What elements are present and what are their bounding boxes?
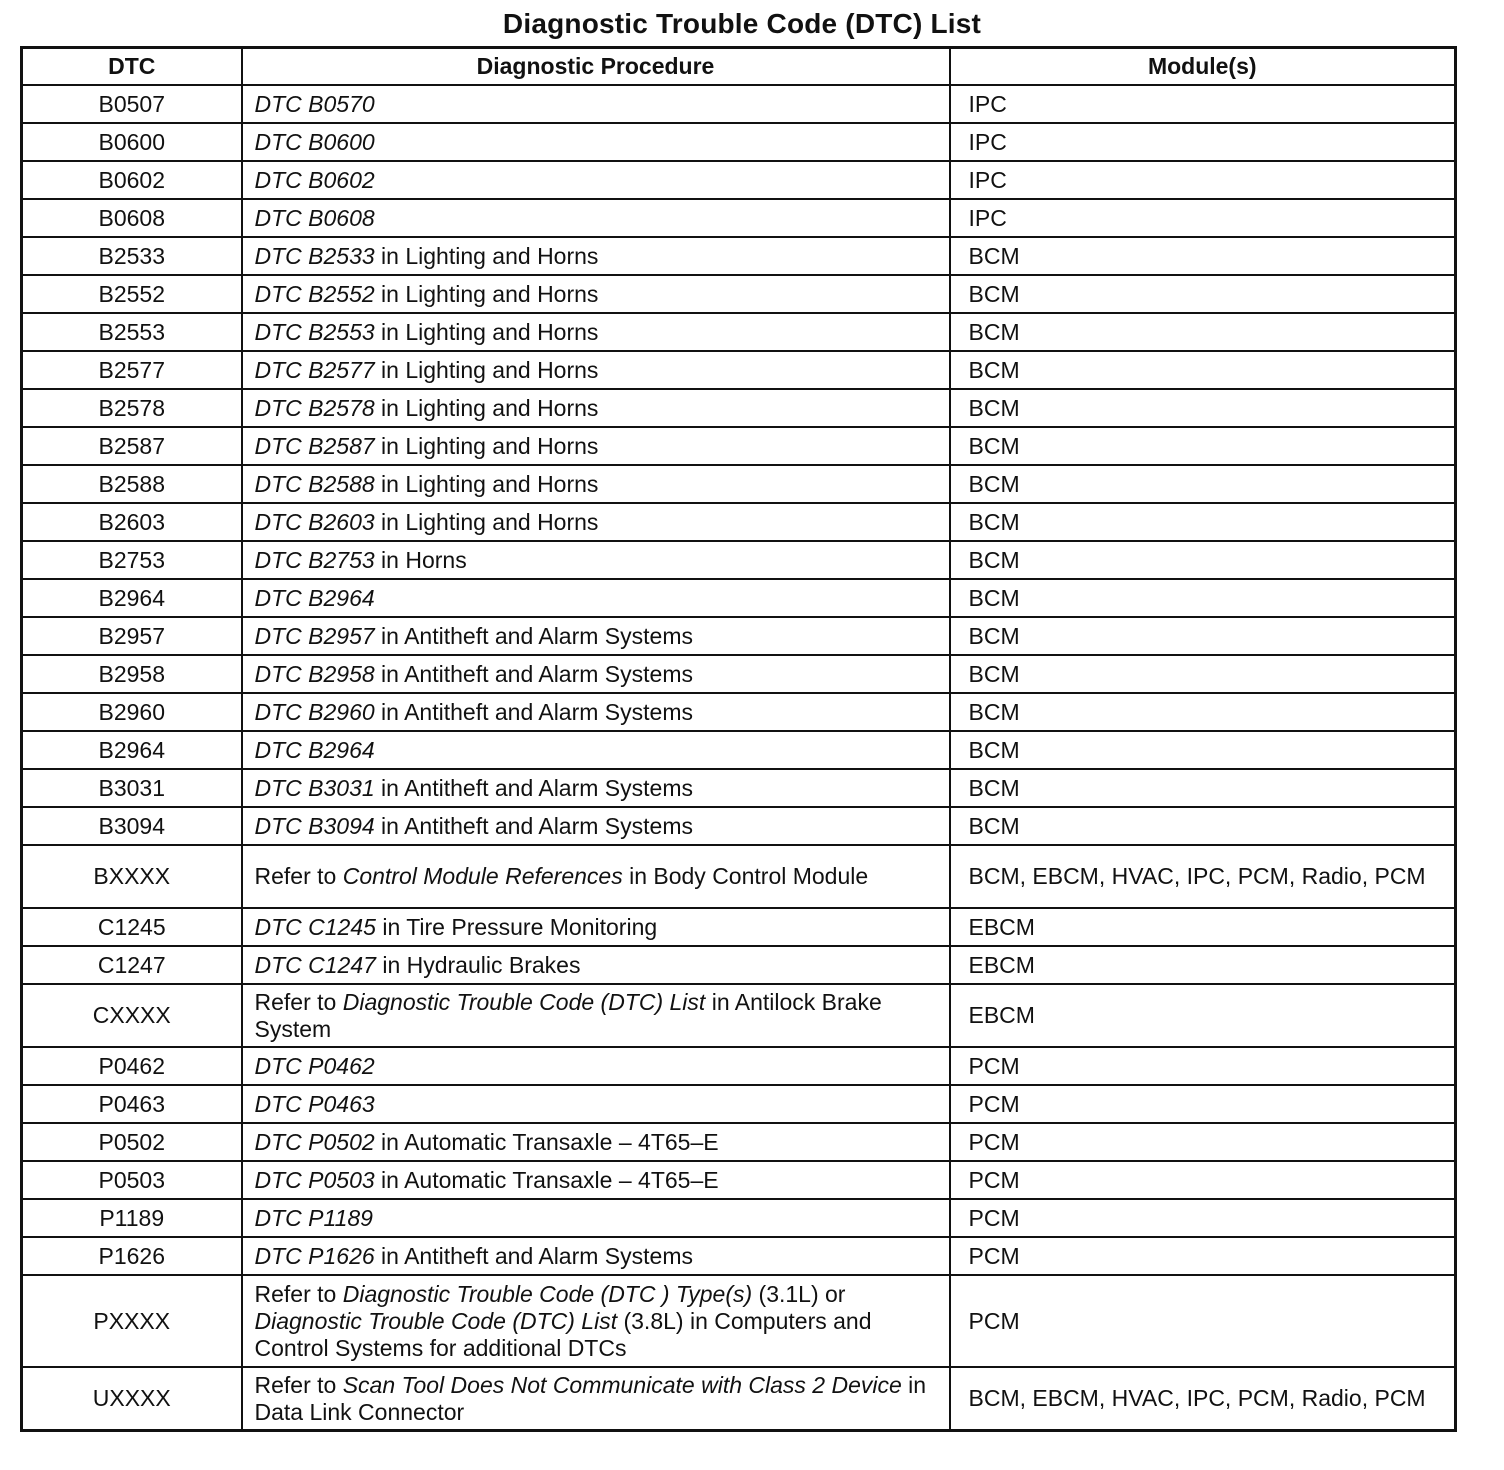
page-title: Diagnostic Trouble Code (DTC) List: [502, 8, 982, 39]
procedure-cell: [242, 351, 950, 389]
table-row: [22, 946, 1456, 984]
module-cell: PCM: [950, 1123, 1456, 1161]
procedure-reference: Diagnostic Trouble Code (DTC) List: [342, 988, 706, 1015]
procedure-cell: [242, 693, 950, 731]
procedure-reference: Diagnostic Trouble Code (DTC ) Type(s): [342, 1280, 753, 1307]
procedure-reference: DTC B3031: [254, 774, 375, 801]
procedure-reference: Diagnostic Trouble Code (DTC) List: [254, 1307, 618, 1334]
module-cell: IPC: [950, 85, 1456, 123]
procedure-text: in Antitheft and Alarm Systems: [374, 698, 693, 725]
procedure-text: Refer to: [254, 988, 343, 1015]
procedure-cell: [242, 389, 950, 427]
procedure-reference: DTC B0570: [254, 90, 375, 117]
procedure-cell: [242, 946, 950, 984]
dtc-code-cell: B2578: [22, 389, 242, 427]
dtc-code-cell: B2753: [22, 541, 242, 579]
procedure-text: in Lighting and Horns: [374, 318, 599, 345]
procedure-text: in Automatic Transaxle – 4T65–E: [374, 1166, 719, 1193]
dtc-code-cell: B0602: [22, 161, 242, 199]
dtc-code-cell: B3094: [22, 807, 242, 845]
procedure-cell: [242, 541, 950, 579]
procedure-cell: [242, 731, 950, 769]
procedure-reference: Control Module References: [342, 863, 623, 889]
procedure-cell: [242, 237, 950, 275]
procedure-text: in Lighting and Horns: [374, 242, 599, 269]
procedure-cell: [242, 313, 950, 351]
module-cell: PCM: [950, 1275, 1456, 1367]
procedure-text: (3.1L) or: [752, 1280, 846, 1307]
table-header-row: [22, 48, 1456, 86]
procedure-text: in Lighting and Horns: [374, 432, 599, 459]
dtc-code-cell: P1626: [22, 1237, 242, 1275]
procedure-reference: DTC B2964: [254, 584, 375, 611]
procedure-cell: [242, 1123, 950, 1161]
procedure-reference: DTC B2958: [254, 660, 375, 687]
dtc-code-cell: B0600: [22, 123, 242, 161]
procedure-text: in Antitheft and Alarm Systems: [374, 774, 693, 801]
procedure-reference: DTC B2960: [254, 698, 375, 725]
procedure-reference: DTC B0602: [254, 166, 375, 193]
procedure-reference: DTC P0502: [254, 1128, 375, 1155]
procedure-reference: DTC P1626: [254, 1242, 375, 1269]
table-row: [22, 237, 1456, 275]
table-row: [22, 807, 1456, 845]
module-cell: BCM: [950, 313, 1456, 351]
table-row: [22, 1275, 1456, 1367]
procedure-text: in Antitheft and Alarm Systems: [374, 1242, 693, 1269]
procedure-reference: Scan Tool Does Not Communicate with Class 2 Device: [342, 1371, 902, 1398]
module-cell: BCM: [950, 617, 1456, 655]
module-cell: BCM: [950, 579, 1456, 617]
procedure-text: in Horns: [374, 546, 467, 573]
procedure-text: in Data Link Connector: [254, 1371, 927, 1425]
procedure-cell: [242, 1161, 950, 1199]
procedure-text: in Hydraulic Brakes: [375, 951, 581, 978]
table-row: [22, 1123, 1456, 1161]
table-row: [22, 693, 1456, 731]
module-cell: BCM: [950, 541, 1456, 579]
procedure-text: in Lighting and Horns: [374, 394, 599, 421]
dtc-code-cell: P0503: [22, 1161, 242, 1199]
procedure-cell: [242, 908, 950, 946]
procedure-cell: [242, 655, 950, 693]
module-cell: EBCM: [950, 946, 1456, 984]
module-cell: BCM: [950, 275, 1456, 313]
procedure-cell: [242, 984, 950, 1047]
module-cell: BCM: [950, 237, 1456, 275]
module-cell: IPC: [950, 161, 1456, 199]
procedure-reference: DTC B0600: [254, 128, 375, 155]
procedure-cell: [242, 161, 950, 199]
module-cell: PCM: [950, 1237, 1456, 1275]
procedure-text: in Lighting and Horns: [374, 280, 599, 307]
column-header-dtc: DTC: [22, 48, 242, 86]
dtc-code-cell: B2552: [22, 275, 242, 313]
table-row: [22, 579, 1456, 617]
procedure-text: in Body Control Module: [622, 863, 869, 889]
procedure-reference: DTC B3094: [254, 812, 375, 839]
module-cell: BCM: [950, 465, 1456, 503]
dtc-code-cell: PXXXX: [22, 1275, 242, 1367]
procedure-cell: [242, 845, 950, 908]
dtc-code-cell: P1189: [22, 1199, 242, 1237]
table-row: [22, 908, 1456, 946]
procedure-text: Refer to: [254, 1280, 343, 1307]
procedure-cell: [242, 807, 950, 845]
table-row: [22, 617, 1456, 655]
procedure-text: in Lighting and Horns: [374, 356, 599, 383]
procedure-cell: [242, 503, 950, 541]
procedure-cell: [242, 617, 950, 655]
table-row: [22, 123, 1456, 161]
table-row: [22, 1199, 1456, 1237]
table-row: [22, 465, 1456, 503]
procedure-cell: [242, 1047, 950, 1085]
table-row: [22, 313, 1456, 351]
procedure-reference: DTC B2603: [254, 508, 375, 535]
procedure-cell: [242, 769, 950, 807]
dtc-code-cell: CXXXX: [22, 984, 242, 1047]
module-cell: BCM: [950, 655, 1456, 693]
dtc-table: [20, 46, 1457, 1432]
procedure-reference: DTC B2577: [254, 356, 375, 383]
dtc-code-cell: P0502: [22, 1123, 242, 1161]
procedure-reference: DTC B2587: [254, 432, 375, 459]
table-row: [22, 769, 1456, 807]
procedure-cell: [242, 1199, 950, 1237]
dtc-code-cell: B2588: [22, 465, 242, 503]
procedure-reference: DTC B2588: [254, 470, 375, 497]
procedure-text: in Lighting and Horns: [374, 508, 599, 535]
procedure-cell: [242, 85, 950, 123]
procedure-cell: [242, 465, 950, 503]
dtc-code-cell: B2553: [22, 313, 242, 351]
procedure-cell: [242, 1237, 950, 1275]
table-row: [22, 984, 1456, 1047]
procedure-reference: DTC B2553: [254, 318, 375, 345]
procedure-text: in Antitheft and Alarm Systems: [374, 622, 693, 649]
dtc-code-cell: B2960: [22, 693, 242, 731]
table-row: [22, 731, 1456, 769]
procedure-reference: DTC B2753: [254, 546, 375, 573]
dtc-code-cell: B2964: [22, 731, 242, 769]
table-row: [22, 1237, 1456, 1275]
dtc-code-cell: UXXXX: [22, 1367, 242, 1431]
module-cell: EBCM: [950, 908, 1456, 946]
procedure-text: in Lighting and Horns: [374, 470, 599, 497]
module-cell: EBCM: [950, 984, 1456, 1047]
procedure-text: (3.8L) in Computers and Control Systems for additional DTCs: [254, 1307, 872, 1361]
procedure-cell: [242, 123, 950, 161]
procedure-text: Refer to: [254, 863, 343, 889]
dtc-code-cell: B0608: [22, 199, 242, 237]
module-cell: PCM: [950, 1047, 1456, 1085]
procedure-reference: DTC P0463: [254, 1090, 375, 1117]
table-body: [22, 85, 1456, 1431]
table-row: [22, 503, 1456, 541]
table-row: [22, 845, 1456, 908]
dtc-code-cell: B2958: [22, 655, 242, 693]
module-cell: BCM: [950, 769, 1456, 807]
table-row: [22, 351, 1456, 389]
procedure-cell: [242, 199, 950, 237]
procedure-cell: [242, 1085, 950, 1123]
dtc-code-cell: B2587: [22, 427, 242, 465]
table-row: [22, 275, 1456, 313]
dtc-code-cell: C1247: [22, 946, 242, 984]
module-cell: PCM: [950, 1199, 1456, 1237]
dtc-code-cell: P0462: [22, 1047, 242, 1085]
procedure-text: in Tire Pressure Monitoring: [375, 913, 658, 940]
dtc-code-cell: B3031: [22, 769, 242, 807]
dtc-code-cell: B2533: [22, 237, 242, 275]
table-row: [22, 655, 1456, 693]
column-header-procedure: Diagnostic Procedure: [242, 48, 950, 86]
column-header-modules: Module(s): [950, 48, 1456, 86]
procedure-text: in Automatic Transaxle – 4T65–E: [374, 1128, 719, 1155]
procedure-reference: DTC C1247: [254, 951, 376, 978]
procedure-reference: DTC B2957: [254, 622, 375, 649]
dtc-code-cell: B2603: [22, 503, 242, 541]
module-cell: BCM: [950, 427, 1456, 465]
dtc-code-cell: B2964: [22, 579, 242, 617]
module-cell: BCM: [950, 351, 1456, 389]
procedure-cell: [242, 427, 950, 465]
procedure-cell: [242, 1275, 950, 1367]
table-row: [22, 1367, 1456, 1431]
table-row: [22, 389, 1456, 427]
procedure-cell: [242, 275, 950, 313]
table-row: [22, 1047, 1456, 1085]
module-cell: IPC: [950, 199, 1456, 237]
dtc-code-cell: P0463: [22, 1085, 242, 1123]
table-row: [22, 85, 1456, 123]
table-row: [22, 161, 1456, 199]
dtc-code-cell: B2957: [22, 617, 242, 655]
module-cell: BCM: [950, 807, 1456, 845]
table-row: [22, 541, 1456, 579]
module-cell: IPC: [950, 123, 1456, 161]
module-cell: BCM: [950, 693, 1456, 731]
procedure-reference: DTC B2964: [254, 736, 375, 763]
procedure-reference: DTC C1245: [254, 913, 376, 940]
module-cell: BCM, EBCM, HVAC, IPC, PCM, Radio, PCM: [950, 845, 1456, 908]
procedure-text: Refer to: [254, 1371, 343, 1398]
procedure-text: in Antitheft and Alarm Systems: [374, 812, 693, 839]
module-cell: BCM: [950, 731, 1456, 769]
procedure-reference: DTC B2578: [254, 394, 375, 421]
dtc-code-cell: C1245: [22, 908, 242, 946]
dtc-code-cell: BXXXX: [22, 845, 242, 908]
procedure-text: in Antilock Brake System: [254, 988, 882, 1042]
procedure-cell: [242, 1367, 950, 1431]
module-cell: BCM: [950, 389, 1456, 427]
procedure-cell: [242, 579, 950, 617]
table-row: [22, 1161, 1456, 1199]
procedure-reference: DTC B2552: [254, 280, 375, 307]
procedure-reference: DTC P0503: [254, 1166, 375, 1193]
dtc-code-cell: B0507: [22, 85, 242, 123]
table-row: [22, 1085, 1456, 1123]
module-cell: BCM: [950, 503, 1456, 541]
module-cell: PCM: [950, 1085, 1456, 1123]
module-cell: PCM: [950, 1161, 1456, 1199]
table-row: [22, 427, 1456, 465]
procedure-text: in Antitheft and Alarm Systems: [374, 660, 693, 687]
dtc-code-cell: B2577: [22, 351, 242, 389]
table-row: [22, 199, 1456, 237]
procedure-reference: DTC P0462: [254, 1052, 375, 1079]
procedure-reference: DTC B0608: [254, 204, 375, 231]
procedure-reference: DTC B2533: [254, 242, 375, 269]
procedure-reference: DTC P1189: [254, 1204, 373, 1231]
module-cell: BCM, EBCM, HVAC, IPC, PCM, Radio, PCM: [950, 1367, 1456, 1431]
